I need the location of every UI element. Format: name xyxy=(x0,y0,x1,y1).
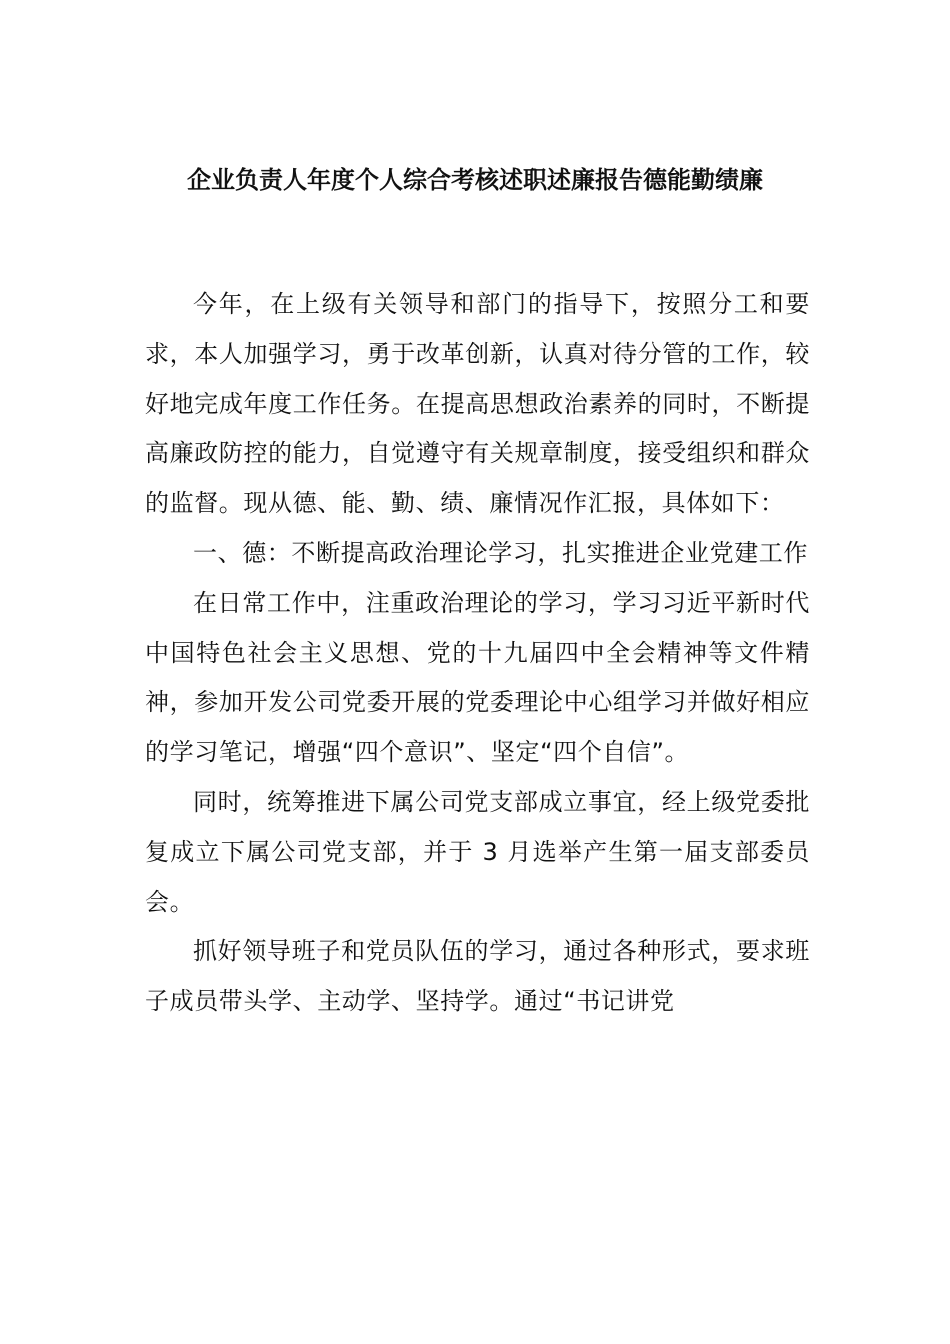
document-body xyxy=(145,280,810,1027)
paragraph-team-study: 抓好领导班子和党员队伍的学习，通过各种形式，要求班子成员带头学、主动学、坚持学。通过“书记讲党 xyxy=(145,937,810,1016)
paragraph-intro: 今年，在上级有关领导和部门的指导下，按照分工和要求，本人加强学习，勇于改革创新，认真对待分管的工作，较好地完成年度工作任务。在提高思想政治素养的同时，不断提高廉政防控的能力，自觉遵守有关规章制度，接受组织和群众的监督。现从德、能、勤、绩、廉情况作汇报，具体如下： xyxy=(145,290,810,518)
paragraph-theory-study: 在日常工作中，注重政治理论的学习，学习习近平新时代中国特色社会主义思想、党的十九届四中全会精神等文件精神，参加开发公司党委开展的党委理论中心组学习并做好相应的学习笔记，增强“四个意识”、坚定“四个自信”。 xyxy=(145,588,810,767)
document-title: 企业负责人年度个人综合考核述职述廉报告德能勤绩廉 xyxy=(187,166,763,194)
section-heading-de: 一、德：不断提高政治理论学习，扎实推进企业党建工作 xyxy=(193,538,808,567)
paragraph-party-branch: 同时，统筹推进下属公司党支部成立事宜，经上级党委批复成立下属公司党支部，并于 3 月选举产生第一届支部委员会。 xyxy=(145,787,810,916)
